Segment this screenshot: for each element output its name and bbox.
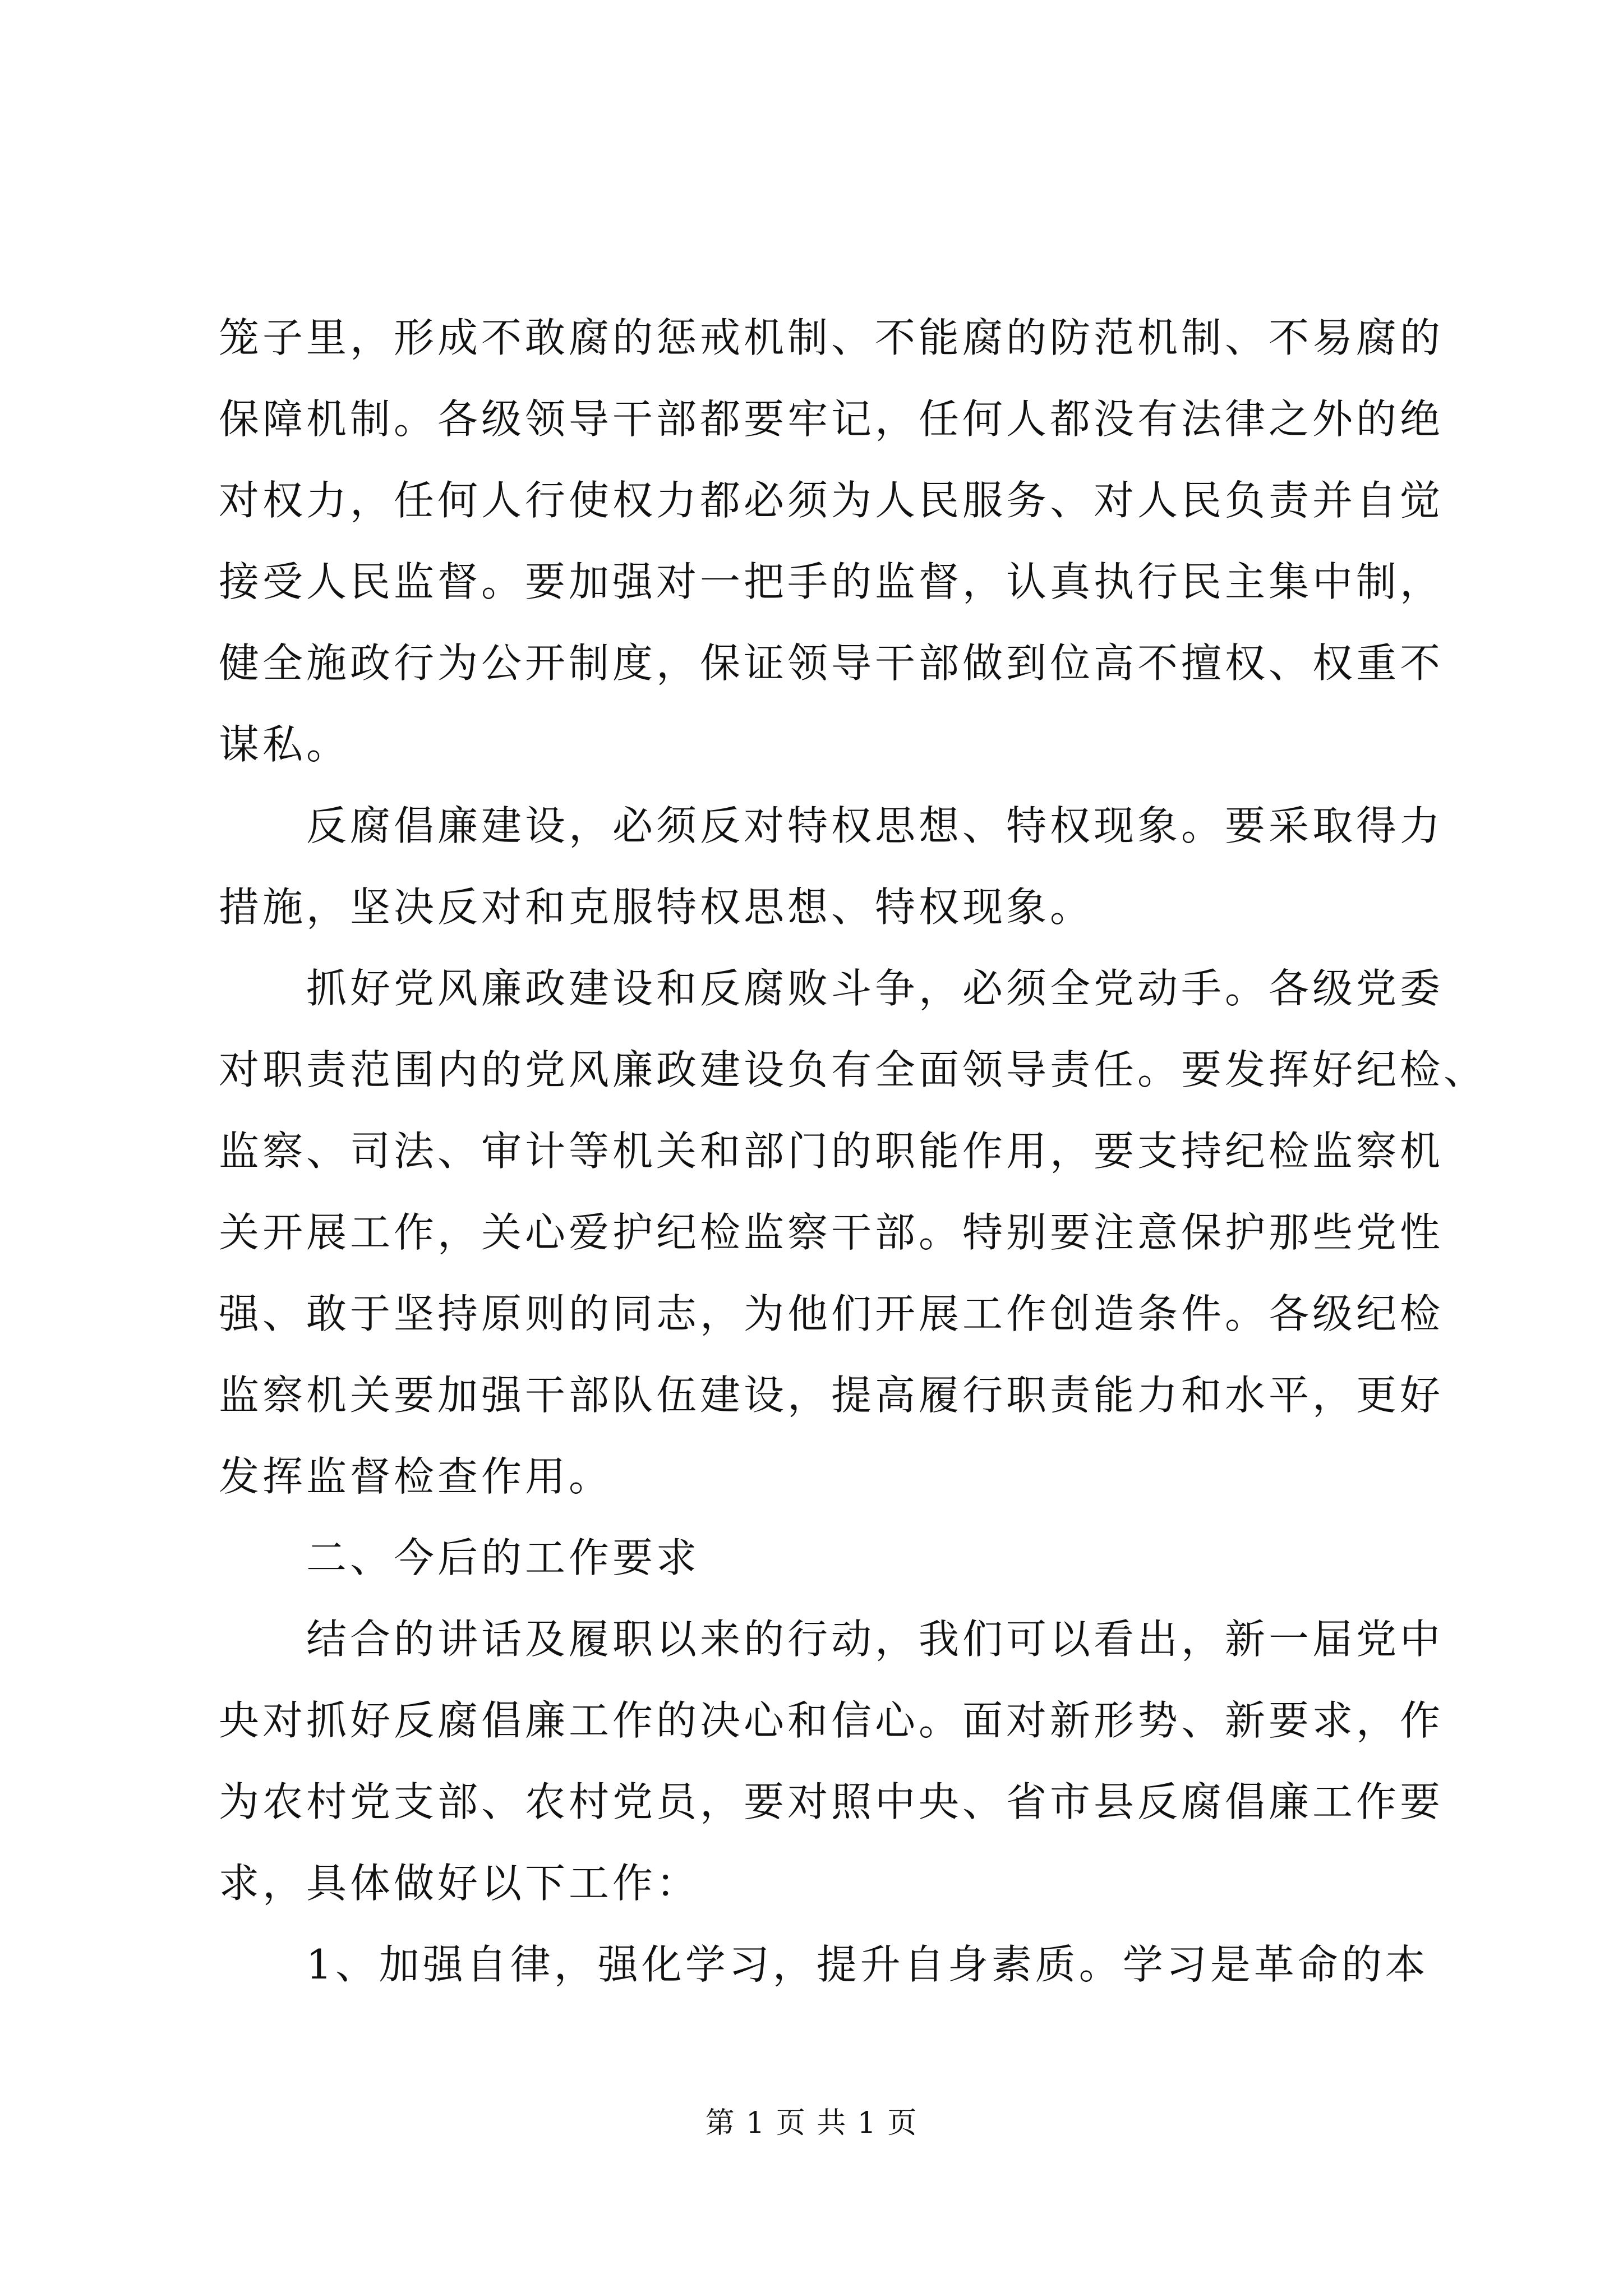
text-line: 二、今后的工作要求 [306,1534,700,1581]
text-line: 对权力，任何人行使权力都必须为人民服务、对人民负责并自觉 [219,477,1444,524]
text-line: 抓好党风廉政建设和反腐败斗争，必须全党动手。各级党委 [306,965,1444,1012]
body-text [219,297,1488,2005]
text-line: 1、加强自律，强化学习，提升自身素质。学习是革命的本 [306,1941,1429,1988]
text-line: 谋私。 [219,721,351,768]
text-line: 对职责范围内的党风廉政建设负有全面领导责任。要发挥好纪检、 [219,1046,1488,1093]
text-line: 发挥监督检查作用。 [219,1453,613,1500]
text-line: 反腐倡廉建设，必须反对特权思想、特权现象。要采取得力 [306,802,1444,849]
text-line: 为农村党支部、农村党员，要对照中央、省市县反腐倡廉工作要 [219,1778,1444,1825]
text-line: 措施，坚决反对和克服特权思想、特权现象。 [219,884,1094,931]
text-line: 关开展工作，关心爱护纪检监察干部。特别要注意保护那些党性 [219,1209,1444,1256]
text-line: 笼子里，形成不敢腐的惩戒机制、不能腐的防范机制、不易腐的 [219,314,1444,361]
text-line: 保障机制。各级领导干部都要牢记，任何人都没有法律之外的绝 [219,395,1444,443]
text-line: 强、敢于坚持原则的同志，为他们开展工作创造条件。各级纪检 [219,1290,1444,1337]
text-line: 求，具体做好以下工作： [219,1860,700,1907]
text-line: 结合的讲话及履职以来的行动，我们可以看出，新一届党中 [306,1616,1444,1663]
text-line: 接受人民监督。要加强对一把手的监督，认真执行民主集中制， [219,558,1444,605]
page-footer: 第 1 页 共 1 页 [705,2106,918,2140]
text-line: 监察机关要加强干部队伍建设，提高履行职责能力和水平，更好 [219,1372,1444,1419]
text-line: 央对抓好反腐倡廉工作的决心和信心。面对新形势、新要求，作 [219,1697,1444,1744]
text-line: 健全施政行为公开制度，保证领导干部做到位高不擅权、权重不 [219,639,1444,687]
text-line: 监察、司法、审计等机关和部门的职能作用，要支持纪检监察机 [219,1128,1444,1175]
